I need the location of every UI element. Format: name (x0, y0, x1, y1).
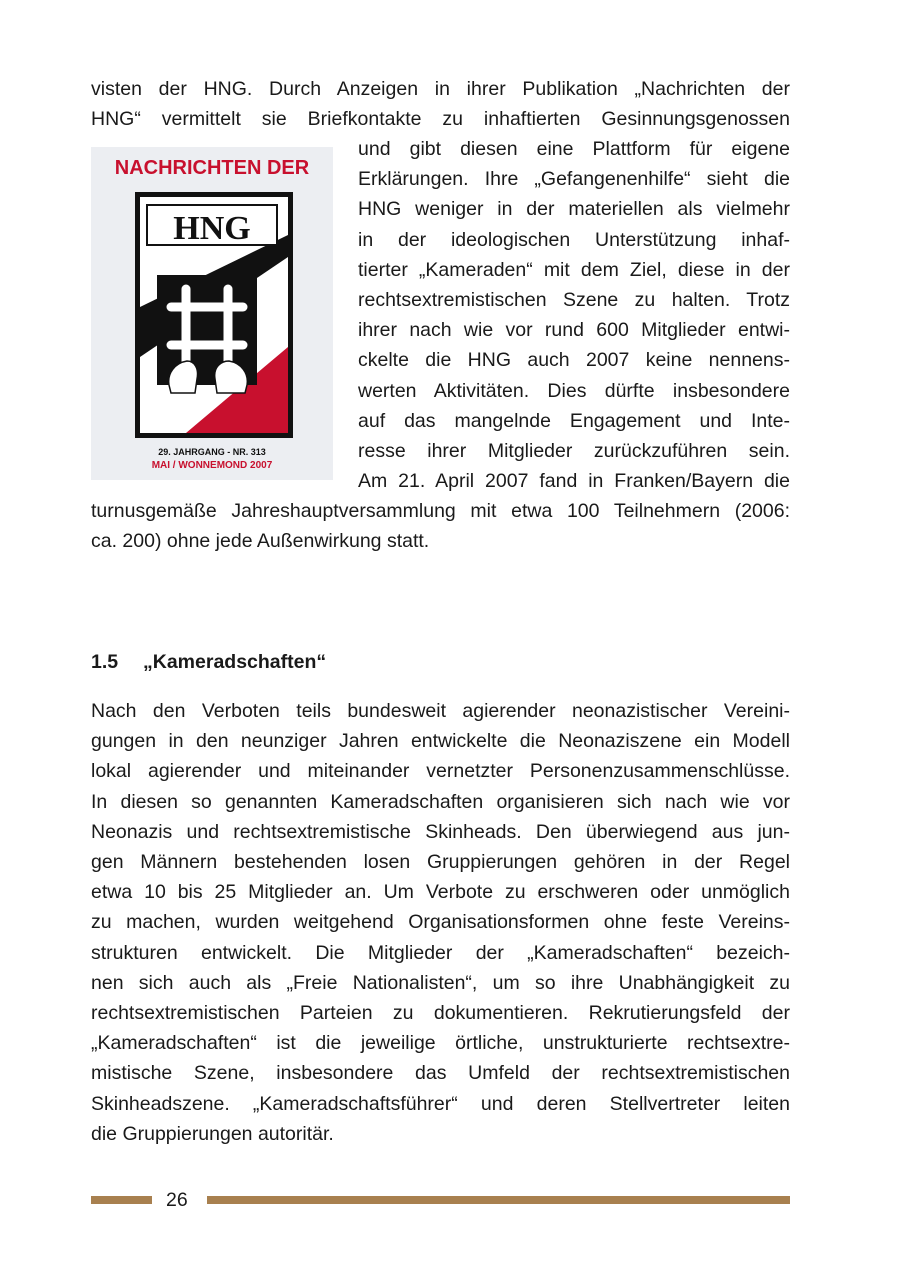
section-number: 1.5 (91, 651, 119, 673)
text-line: und gibt diesen eine Plattform für eigene (358, 138, 790, 160)
text-line: auf das mangelnde Engagement und Inte- (358, 409, 790, 432)
cover-logo-text: HNG (173, 210, 251, 247)
page-number: 26 (166, 1189, 188, 1211)
section-heading (91, 648, 326, 676)
cover-masthead: NACHRICHTEN DER (114, 157, 310, 179)
text-line: Nach den Verboten teils bundesweit agierender neonazistischer Vereini- (91, 700, 790, 722)
text-line: strukturen entwickelt. Die Mitglieder der „Kameradschaften“ bezeich- (91, 941, 790, 964)
text-line: Skinheadszene. „Kameradschaftsführer“ und deren Stellvertreter leiten (91, 1092, 790, 1115)
text-line: ckelte die HNG auch 2007 keine nennens- (358, 349, 790, 372)
text-line: gen Männern bestehenden losen Gruppierungen gehören in der Regel (91, 851, 790, 874)
footer-rule-right (207, 1196, 790, 1204)
text-line: lokal agierender und miteinander vernetzter Personenzusammenschlüsse. (91, 760, 790, 783)
footer-rule-left (91, 1196, 152, 1204)
section-title: „Kameradschaften“ (143, 651, 327, 673)
text-line: etwa 10 bis 25 Mitglieder an. Um Verbote zu erschweren oder unmöglich (91, 881, 790, 904)
text-line: mistische Szene, insbesondere das Umfeld der rechtsextremistischen (91, 1062, 790, 1085)
text-line: in der ideologischen Unterstützung inhaf- (358, 228, 790, 251)
text-line: rechtsextremistischen Szene zu halten. Trotz (358, 289, 790, 312)
page-footer (91, 1186, 790, 1214)
text-line: nen sich auch als „Freie Nationalisten“, um so ihre Unabhängigkeit zu (91, 971, 790, 994)
text-line: rechtsextremistischen Parteien zu dokumentieren. Rekrutierungsfeld der (91, 1002, 790, 1025)
text-line: ca. 200) ohne jede Außenwirkung statt. (91, 530, 430, 553)
text-line: Am 21. April 2007 fand in Franken/Bayern die (358, 470, 790, 493)
cover-date-line: MAI / WONNEMOND 2007 (151, 460, 273, 471)
text-line: die Gruppierungen autoritär. (91, 1122, 334, 1145)
hng-magazine-cover (91, 147, 333, 480)
text-line: gungen in den neunziger Jahren entwickelte die Neonaziszene ein Modell (91, 730, 790, 753)
text-line: HNG weniger in der materiellen als vielmehr (358, 198, 790, 221)
paragraph-2 (91, 696, 790, 1149)
text-line: Erklärungen. Ihre „Gefangenenhilfe“ sieht die (358, 168, 790, 191)
cover-issue-line: 29. JAHRGANG - NR. 313 (158, 447, 266, 457)
text-line: ihrer nach wie vor rund 600 Mitglieder entwi- (358, 319, 790, 342)
text-line: Neonazis und rechtsextremistische Skinheads. Den überwiegend aus jun- (91, 820, 790, 843)
text-line: tierter „Kameraden“ mit dem Ziel, diese in der (358, 258, 790, 281)
text-line: zu machen, wurden weitgehend Organisationsformen ohne feste Vereins- (91, 911, 790, 934)
text-line: werten Aktivitäten. Dies dürfte insbesondere (358, 379, 790, 402)
paragraph-1-wrapped (358, 134, 790, 496)
text-line: resse ihrer Mitglieder zurückzuführen sein. (358, 440, 790, 463)
text-line: „Kameradschaften“ ist die jeweilige örtliche, unstrukturierte rechtsextre- (91, 1032, 790, 1055)
paragraph-1-top (91, 74, 790, 134)
text-line: HNG“ vermittelt sie Briefkontakte zu inhaftierten Gesinnungsgenossen (91, 108, 790, 131)
text-line: turnusgemäße Jahreshauptversammlung mit etwa 100 Teilnehmern (2006: (91, 500, 790, 522)
paragraph-1-bottom (91, 496, 790, 556)
text-line: visten der HNG. Durch Anzeigen in ihrer Publikation „Nachrichten der (91, 78, 790, 100)
text-line: In diesen so genannten Kameradschaften organisieren sich nach wie vor (91, 790, 790, 813)
magazine-cover-graphic (91, 147, 333, 480)
